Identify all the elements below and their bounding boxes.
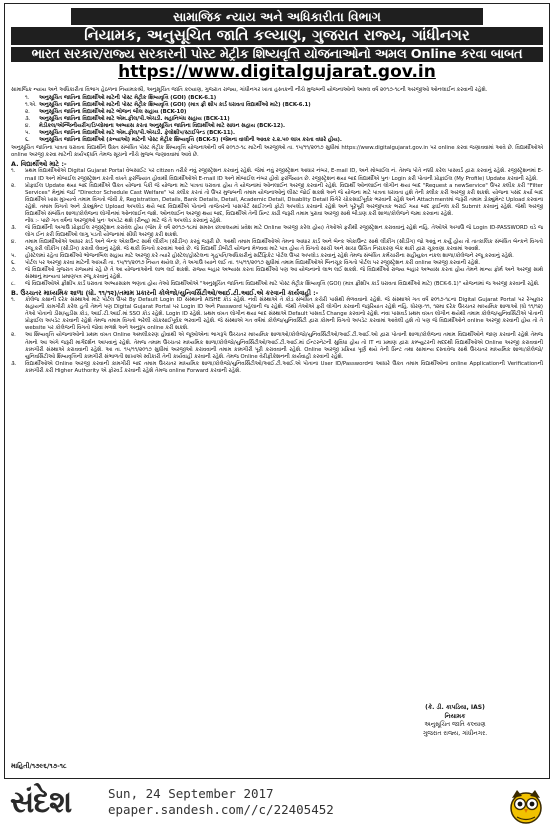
section-b-item xyxy=(11,332,543,360)
scheme-text: અનુસૂચિત જાતિના વિદ્યાર્થીઓ માટેની પોસ્ટ મેટ્રીક શિષ્યવૃત્તિ (GOI) (માત્ર ફ્રી શીપ કાર્ડ ધરાવતા વિદ્યાર્થીઓ માટે) (BCK-6.1) xyxy=(39,102,311,109)
section-b-list xyxy=(11,297,543,375)
item-number: ૪. xyxy=(11,238,17,245)
item-text: જે વિદ્યાર્થીઓ ગુજરાત રાજ્યમાં રહે છે તે આ યોજનાઓનો લાભ લઈ શકશે. રાજ્ય બહાર અભ્યાસ કરતા વિદ્યાર્થીઓ પણ આ યોજનાનો લાભ લઈ શકશે. જે વિદ્યાર્થીઓ રાજ્ય બહાર અભ્યાસ કરતા હોય તેમને માન્ય ફોર્મ અને અરજી સાથે સંસ્થાનું માન્યતા પ્રમાણપત્ર રજૂ કરવાનું રહેશે. xyxy=(25,267,543,281)
item-text: તમામ વિદ્યાર્થીઓએ આધાર કાર્ડ અને બેન્ક એકાઉન્ટ સાથે લીંકીંગ (સીડીંગ) કરવું જરૂરી છે. આથી તમામ વિદ્યાર્થીઓએ તેમના આધાર કાર્ડ અને બેન્ક એકાઉન્ટ સાથે લીંકીંગ (સીડીંગ) જો આવું ન કર્યું હોય તો તાત્કાલિક સંબંધિત બેન્કને વિગતો રજૂ કરી લીંકીંગ (સીડીંગ) કરાવી લેવાનું રહેશે. જે થકી વિગતો કરવામાં આવે છે. જે વિદ્યાર્થી ડીબીટી યોજના મેળવવા માટે પાત્ર હોય તે વિગતો સાચી અને સાચા ઉચિત નિરાકરણ બેંક થકી દ્વારા ચૂકવણા કરવામાં આવશે. xyxy=(25,238,543,252)
epaper-link[interactable]: epaper.sandesh.com//c/22405452 xyxy=(108,802,334,817)
scheme-number: ૧.એ. xyxy=(25,102,37,109)
item-number: ૮. xyxy=(11,281,16,288)
scheme-item xyxy=(25,137,543,144)
signatory-title: નિયામક xyxy=(444,712,466,720)
signature-block xyxy=(375,704,535,738)
item-text: નોંધ :- પાછે ગત વર્ષના અરજીઓ પુનઃ અપડેટ થશે (રીન્યુ) માટે જે તે અપલોડ કરવાનું રહેશે. xyxy=(25,217,222,224)
item-number: ૩. xyxy=(11,360,17,367)
item-number: ૫. xyxy=(11,253,17,260)
scheme-text: અનુસૂચિત જાતિના વિદ્યાર્થીઓ (કન્યાઓ) માટેની પોસ્ટ મેટ્રીક શિષ્યવૃત્તિ (BCK-5) (જેમના વાલીની આવક ર.૨.૫૦ લાખ કરતા વધારે હોય). xyxy=(39,137,342,144)
office-location: ગુજરાત રાજ્ય, ગાંધીનગર. xyxy=(422,729,488,737)
portal-url: https://www.digitalgujarat.gov.in xyxy=(118,62,436,83)
newspaper-clipping xyxy=(4,3,550,779)
scheme-number: ૨. xyxy=(25,109,30,116)
sandesh-logo: સંદેશ xyxy=(10,785,72,820)
section-a-item xyxy=(11,168,543,182)
owl-mascot-icon xyxy=(508,786,544,824)
item-number: ૬. xyxy=(11,260,16,267)
scheme-number: ૬. xyxy=(25,137,30,144)
item-number: ૭. xyxy=(11,267,17,274)
office-name: અનુસૂચિત જાતિ કલ્યાણ xyxy=(424,721,486,728)
item-text: જે વિદ્યાર્થીની અગાઉ પ્રોફાઈલ રજીસ્ટ્રેશન કરાવેલ હોય (જેમ કે વર્ષ ૨૦૧૭-૧૮માં સમસ્ત છાત્રાલયમાં પ્રવેશ માટે Online અરજી કરેલ હોય) તેઓએ ફરીથી રજીસ્ટ્રેશન કરાવવાનું રહેશે નહિ. તેઓએ અગાઉ જે Login ID-PASSWORD વડે જ લોગ ઈન કરી વિદ્યાર્થીઓ લાગુ પડતી યોજનામાં સીધી અરજી કરી શકશે. xyxy=(25,224,543,238)
section-a-item xyxy=(11,239,543,253)
item-text: પોર્ટલ પર અરજી કરવા માટેની આખરી તા. ૧૫/૧૧/૨૦૧૭ નિયત થયેલ છે, તે અગાઉ ધ્યાને લઈ તા. ૧૫/૧૧/૨૦૧૭ સુધીમાં તમામ વિદ્યાર્થીઓએ બિનચૂક વિગતો પોર્ટલ પર રજીસ્ટ્રેશન કરી online અરજી કરવાની રહેશે. xyxy=(25,260,481,267)
section-b-title: B. ઉચ્ચતર માધ્યમિક શાળા (ધો. ૧૧/૧૨)/તમામ પ્રકારની કોલેજો/યુનિવર્સિટીઓ/આઈ.ટી.આઈ.એ કરવાની કાર્યવાહી :- xyxy=(11,289,319,298)
item-text: જે વિદ્યાર્થીઓએ ફ્રીશીપ કાર્ડ ધરાવતા અભ્યાસક્રમ ભણતા હોય તેઓ વિદ્યાર્થીઓએ "અનુસૂચિત જાતિના વિદ્યાર્થીઓ માટે પોસ્ટ મેટ્રીક શિષ્યવૃત્તિ (GOI) (માત્ર ફ્રીશીપ કાર્ડ ધરાવતા વિદ્યાર્થીઓ માટે) (BCK-6.1)" યોજનામાં જ અરજી કરવાની રહેશે. xyxy=(25,281,540,288)
section-a-item xyxy=(11,218,543,225)
item-text: આ શિષ્યવૃત્તિ યોજનાઓનો પ્રથમ વખત Online અમલીકરણ હોવાથી એ જૂઓએના ભાગરૂપે ઉચ્ચતર માધ્યમિક શાળાઓ/કોલેજો/યુનિવર્સિટીઓ/આઈ.ટી.આઈ.ઓ દ્વારા પોતાની શાળા/કોલેજના તમામ વિદ્યાર્થીઓને જાણ કરવાની રહેશે તેમજ તેમનો આ અંગે જરૂરી માર્ગદર્શન આપવાનું રહેશે. તેમજ તમામ ઉચ્ચતર માધ્યમિક શાળા/કોલેજો/યુનિવર્સિટીઓ/આઈ.ટી.આઈ.માં ઈન્ટરનેટની સુવિધા હોય તો IT ના પ્રમાણ દ્વારા કમ્પ્યુટરની મદદથી વિદ્યાર્થીઓએ Online અરજી કરાવવાની કામગીરી સંસ્થાએ કરાવવાની રહેશે. આ તા. ૧૫/૧૧/૨૦૧૭ સુધીમાં અરજીઓ કરાવવાની તમામ કામગીરી પૂરી કરાવવાની રહેશે. Online અરજી પ્રક્રિયા પૂર્ણ થયે તેની પ્રિન્ટ તથા સામાન્ય દસ્તાવેજ સાથે ઉચ્ચતર માધ્યમિક શાળા/કોલેજો/યુનિવર્સિટીઓ શિષ્યવૃત્તિની કામગીરી સંભાળતી શાખાએ સ્વીકારી તેની કાર્યવાહી કરવાની રહેશે. તેમજ Online વેરીફીકેશનની કાર્યવાહી કરવાની રહેશે. xyxy=(25,332,543,360)
scheme-number: ૧. xyxy=(25,95,30,102)
scheme-number: ૫. xyxy=(25,130,31,137)
item-text: પ્રોફાઈલ Update થયા બાદ વિદ્યાર્થીએ ઉક્ત યોજના પૈકી જે યોજના માટે પાત્રતા ધરાવતા હોય તે યોજનામાં ઓનલાઈન અરજી કરવાની રહેશે. વિદ્યાર્થી ઓનલાઈન લોગીન થયા બાદ "Request a newService" ઉપર ક્લીક કરી "Filter Services" મેનુમાં જઈ "Director Schedule Cast Welfare" પર ક્લીક કરતાં તો ઉપર મુજબની તમામ યોજનાઓનું લીસ્ટ જોઈ શકશે અને જે યોજના માટે પાત્રતા ધરાવતા હશે તેની ક્લીક કરી અરજી કરી શકશે. યોજના પસંદ કર્યા બાદ વિદ્યાર્થીએ ખાસ મુખ્યત્વે તમામ વિગતો જેવી કે, Registration, Details, Bank Details, Detail, Academic Detail, Disablity Detail વિગેરે ચોકસાઈપૂર્વક ભરવાની રહેશે અને Attachmentમાં જરૂરી તમામ ડોક્યુમેન્ટ Upload કરવાના રહેશે. તમામ વિગતો અને ડોક્યુમેન્ટ Upload અપલોડ થયે બાદ વિદ્યાર્થીએ પોતાનો તાજેતરનો પાસપોર્ટ સાઈઝનો ફોટો અપલોડ કરવાનો રહેશે અને પૂરેપૂરી અરજીપત્રક ભરાઈ ગયા બાદ ફાઈનલ કરી Submit કરવાનું રહેશે. જેથી અરજી વિદ્યાર્થીએ સંબંધિત શાળા/કોલેજના લોગીનમાં ઓનલાઈન જશે. ઓનલાઈન અરજી થયા બાદ, વિદ્યાર્થીએ તેની પ્રિન્ટ કાઢી જરૂરી તમામ પુરાવા અરજી સાથે બીડાણ કરી શાળા/કોલેજને જમા કરવાના રહેશે. xyxy=(25,182,543,217)
epaper-meta xyxy=(108,786,334,818)
section-a-item xyxy=(11,267,543,281)
item-number: ૨. xyxy=(11,332,16,339)
section-a-title: A. વિદ્યાર્થીઓ માટે :- xyxy=(11,160,67,169)
scheme-list xyxy=(25,95,543,144)
item-number xyxy=(11,218,25,225)
scheme-number: ૩. xyxy=(25,116,31,123)
scheme-text: અનુસૂચિત જાતિના વિદ્યાર્થીઓ માટે ભોજન બીલ સહાય (BCK-10) xyxy=(39,109,187,116)
section-a-item xyxy=(11,253,543,260)
intro-paragraph: સામાજિક ન્યાય અને અધિકારીતા વિભાગ હેઠળના નિયામકશ્રી, અનુસૂચિત જાતિ કલ્યાણ, ગુજરાત રાજ્ય, ગાંધીનગર ખાતા હસ્તકની નીચે મુજબની યોજનાઓનો અમલ વર્ષ ૨૦૧૭-૧૮ની અરજીઓ ઓનલાઈન કરવાની રહેશે. xyxy=(11,86,488,93)
publication-date: Sun, 24 September 2017 xyxy=(108,786,274,801)
epaper-footer xyxy=(0,780,554,831)
item-text: હોસ્ટેલમાં રહેતા વિદ્યાર્થીઓ ભોજનબિલ સહાય માટે અરજી કરે ત્યારે હોસ્ટેલ/હોસ્ટેલના ગૃહપતિ/અધિકારીનું સર્ટિફિકેટ પોર્ટલ ઉપર અપલોડ કરવાનું રહેશે તેમજ સંબંધિત કર્મચારીના સહીયુક્ત નકલ શાળા/કોલેજને રજૂ કરવાનું રહેશે. xyxy=(25,253,514,260)
scheme-text: મેડીકલ/એન્જિનીયરીંગ/ડિપ્લોમાના અભ્યાસ કરતા અનુસૂચિત જાતિના વિદ્યાર્થીઓ માટે સાધન સહાય (BCK-12). xyxy=(39,123,286,130)
section-a-item xyxy=(11,183,543,218)
scheme-text: અનુસૂચિત જાતિના વિદ્યાર્થીઓ માટે એમ.ફીલ/પી.એચડી. મહાનિબંધ સહાય (BCK-11) xyxy=(39,116,230,123)
scheme-number: ૪. xyxy=(25,123,31,130)
item-number: ૧. xyxy=(11,297,16,304)
item-text: કોલેજ કક્ષાની દરેક સંસ્થાઓ માટે પોર્ટલ ઉપર By Default Login ID સંસ્થાનો AISHE કોડ રહેશે. નવી સંસ્થાએ તે કોડ સંબંધિત કચેરી પાસેથી મેળવવાનો રહેશે. જે સંસ્થાએ ગત વર્ષ ૨૦૧૭-૧૮ના Digital Gujarat Portal પર રેગ્યુલર સહાયની કામગીરી કરેલ હતી તેમને પણ Digital Gujarat Portal પર Login ID અને Password પહેલાની જ રહેશે. જેથી તેઓએ ફરી લોગીન કરવાની જરૂરિયાત રહેશે નહિ. ધોરણ-૧૧, ૧૨મા દરેક ઉચ્ચતર માધ્યમિક શાળાઓ (ધો ૧૧/૧૨) તેઓ પોતાનો ડીસ/યુડીસ કોડ, આઈ.ટી.આઈ.માં SSO કોડ રહેશે. Login ID રહેશે. પ્રથમ વખત લોગીન થયા બાદ સંસ્થાએ Default પાસવર્ડ Change કરવાનો રહેશે. નવા પાસવર્ડ પ્રથમ વખત લોગીન થયેથી તમામ કોલેજ/યુનિવર્સિટીએ પોતાની પ્રોફાઈલ અપડેટ કરવાની રહેશે તેમજ તમામ વિગતો ભરેલી ચોકસાઈપૂર્વક ભરવાની રહેશે. જે સંસ્થાએ ગત વર્ષમાં કોલેજ/યુનિવર્સિટી દ્વારા કોમની વિગતો અપડેટ કરવામાં આવેલી હશે તો પણ જે વિદ્યાર્થીઓને online અરજી કરવાની હોય તો તે website પર કોલેજની વિગતો જોવા મળશે અને અનુરૂપ online કરી શકશે. xyxy=(25,297,543,332)
scheme-text: અનુસૂચિત જાતિના વિદ્યાર્થીઓ માટેની પોસ્ટ મેટ્રીક શિષ્યવૃત્તિ (GOI) (BCK-6.1) xyxy=(39,95,217,102)
item-text: વિદ્યાર્થીઓએ Online અરજી કરવાની કામગીરી બાદ તમામ ઉચ્ચતર માધ્યમિક શાળા/કોલેજો/યુનિવર્સિટીઓ/આઈ.ટી.આઈ.એ પોતાના User ID/Passwordના આધારે ઉક્ત તમામ વિદ્યાર્થીઓના online Applicationની Verificationની કામગીરી કરી Higher Authority એ ફોરવર્ડ કરવાની રહેશે તેમજ online Forward કરવાની રહેશે. xyxy=(25,360,543,374)
deadline-note: અનુસૂચિત જાતિના પાત્રતા ધરાવતા વિદ્યાર્થીને ઉક્ત સંબંધિત પોસ્ટ મેટ્રીક શિષ્યવૃત્તિ યોજનાઓની વર્ષ ૨૦૧૭-૧૮ માટેની અરજીઓ તા. ૧૫/૧૧/૨૦૧૭ સુધીમાં https://www.digitalgujarat.gov.in પર online કરવા જણાવવામાં આવે છે. વિદ્યાર્થીઓએ online અરજી કરવા માટેની કાર્યપદ્ધતિ તેમજ સૂચનો નીચે મુજબ જણાવવામાં આવે છે. xyxy=(11,145,543,159)
item-number: ૨. xyxy=(11,182,16,189)
department-heading: સામાજિક ન્યાય અને અધિકારીતા વિભાગ xyxy=(71,8,483,25)
section-b-item xyxy=(11,297,543,332)
reference-number: માહિતી/૧૭૯૬/૧૭-૧૮ xyxy=(11,762,67,770)
item-number: ૧. xyxy=(11,168,16,175)
item-text: પ્રથમ વિદ્યાર્થીઓએ Digital Gujarat Portal વેબસાઈટ પર citizen તરીકે નવું રજીસ્ટ્રેશન કરવાનું રહેશે. જેમાં નવું રજીસ્ટ્રેશન આધાર નંબર, E-mail ID, અને મોબાઈલ નં. તેમજ પોતે નક્કી કરેલ પાસવર્ડ દ્વારા કરવાનું રહેશે. રજીસ્ટ્રેશનમાં E-mail ID અને મોબાઈલ રજીસ્ટ્રેશન કરતી વખતે ફરજિયાત હોવાથી વિદ્યાર્થીઓએ E-mail ID અને મોબાઈલ નંબર હોવો ફરજિયાત છે. રજીસ્ટ્રેશન થયા બાદ વિદ્યાર્થીએ પુનઃ Login કરી પોતાની પ્રોફાઈલ (My Profile) Update કરવાની રહેશે. xyxy=(25,168,543,182)
section-a-list xyxy=(11,168,543,288)
section-a-item xyxy=(11,281,543,288)
scheme-text: અનુસૂચિત જાતિના વિદ્યાર્થીઓ માટે એમ.ફીલ/પી.એચડી. ફેલોશીપ/સ્ટાઈપેન્ડ (BCK-11). xyxy=(39,130,236,137)
directorate-heading: નિયામક, અનુસૂચિત જાતિ કલ્યાણ, ગુજરાત રાજ્ય, ગાંધીનગર xyxy=(11,27,543,45)
notice-heading: ભારત સરકાર/રાજ્ય સરકારની પોસ્ટ મેટ્રીક શિષ્યવૃત્તિ યોજનાઓનો અમલ Online કરવા બાબત xyxy=(11,47,543,62)
section-b-item xyxy=(11,361,543,375)
section-a-item xyxy=(11,225,543,239)
item-number: ૩. xyxy=(11,224,17,231)
signatory-name: (કે. ડી. કાપડિયા, IAS) xyxy=(425,704,485,711)
